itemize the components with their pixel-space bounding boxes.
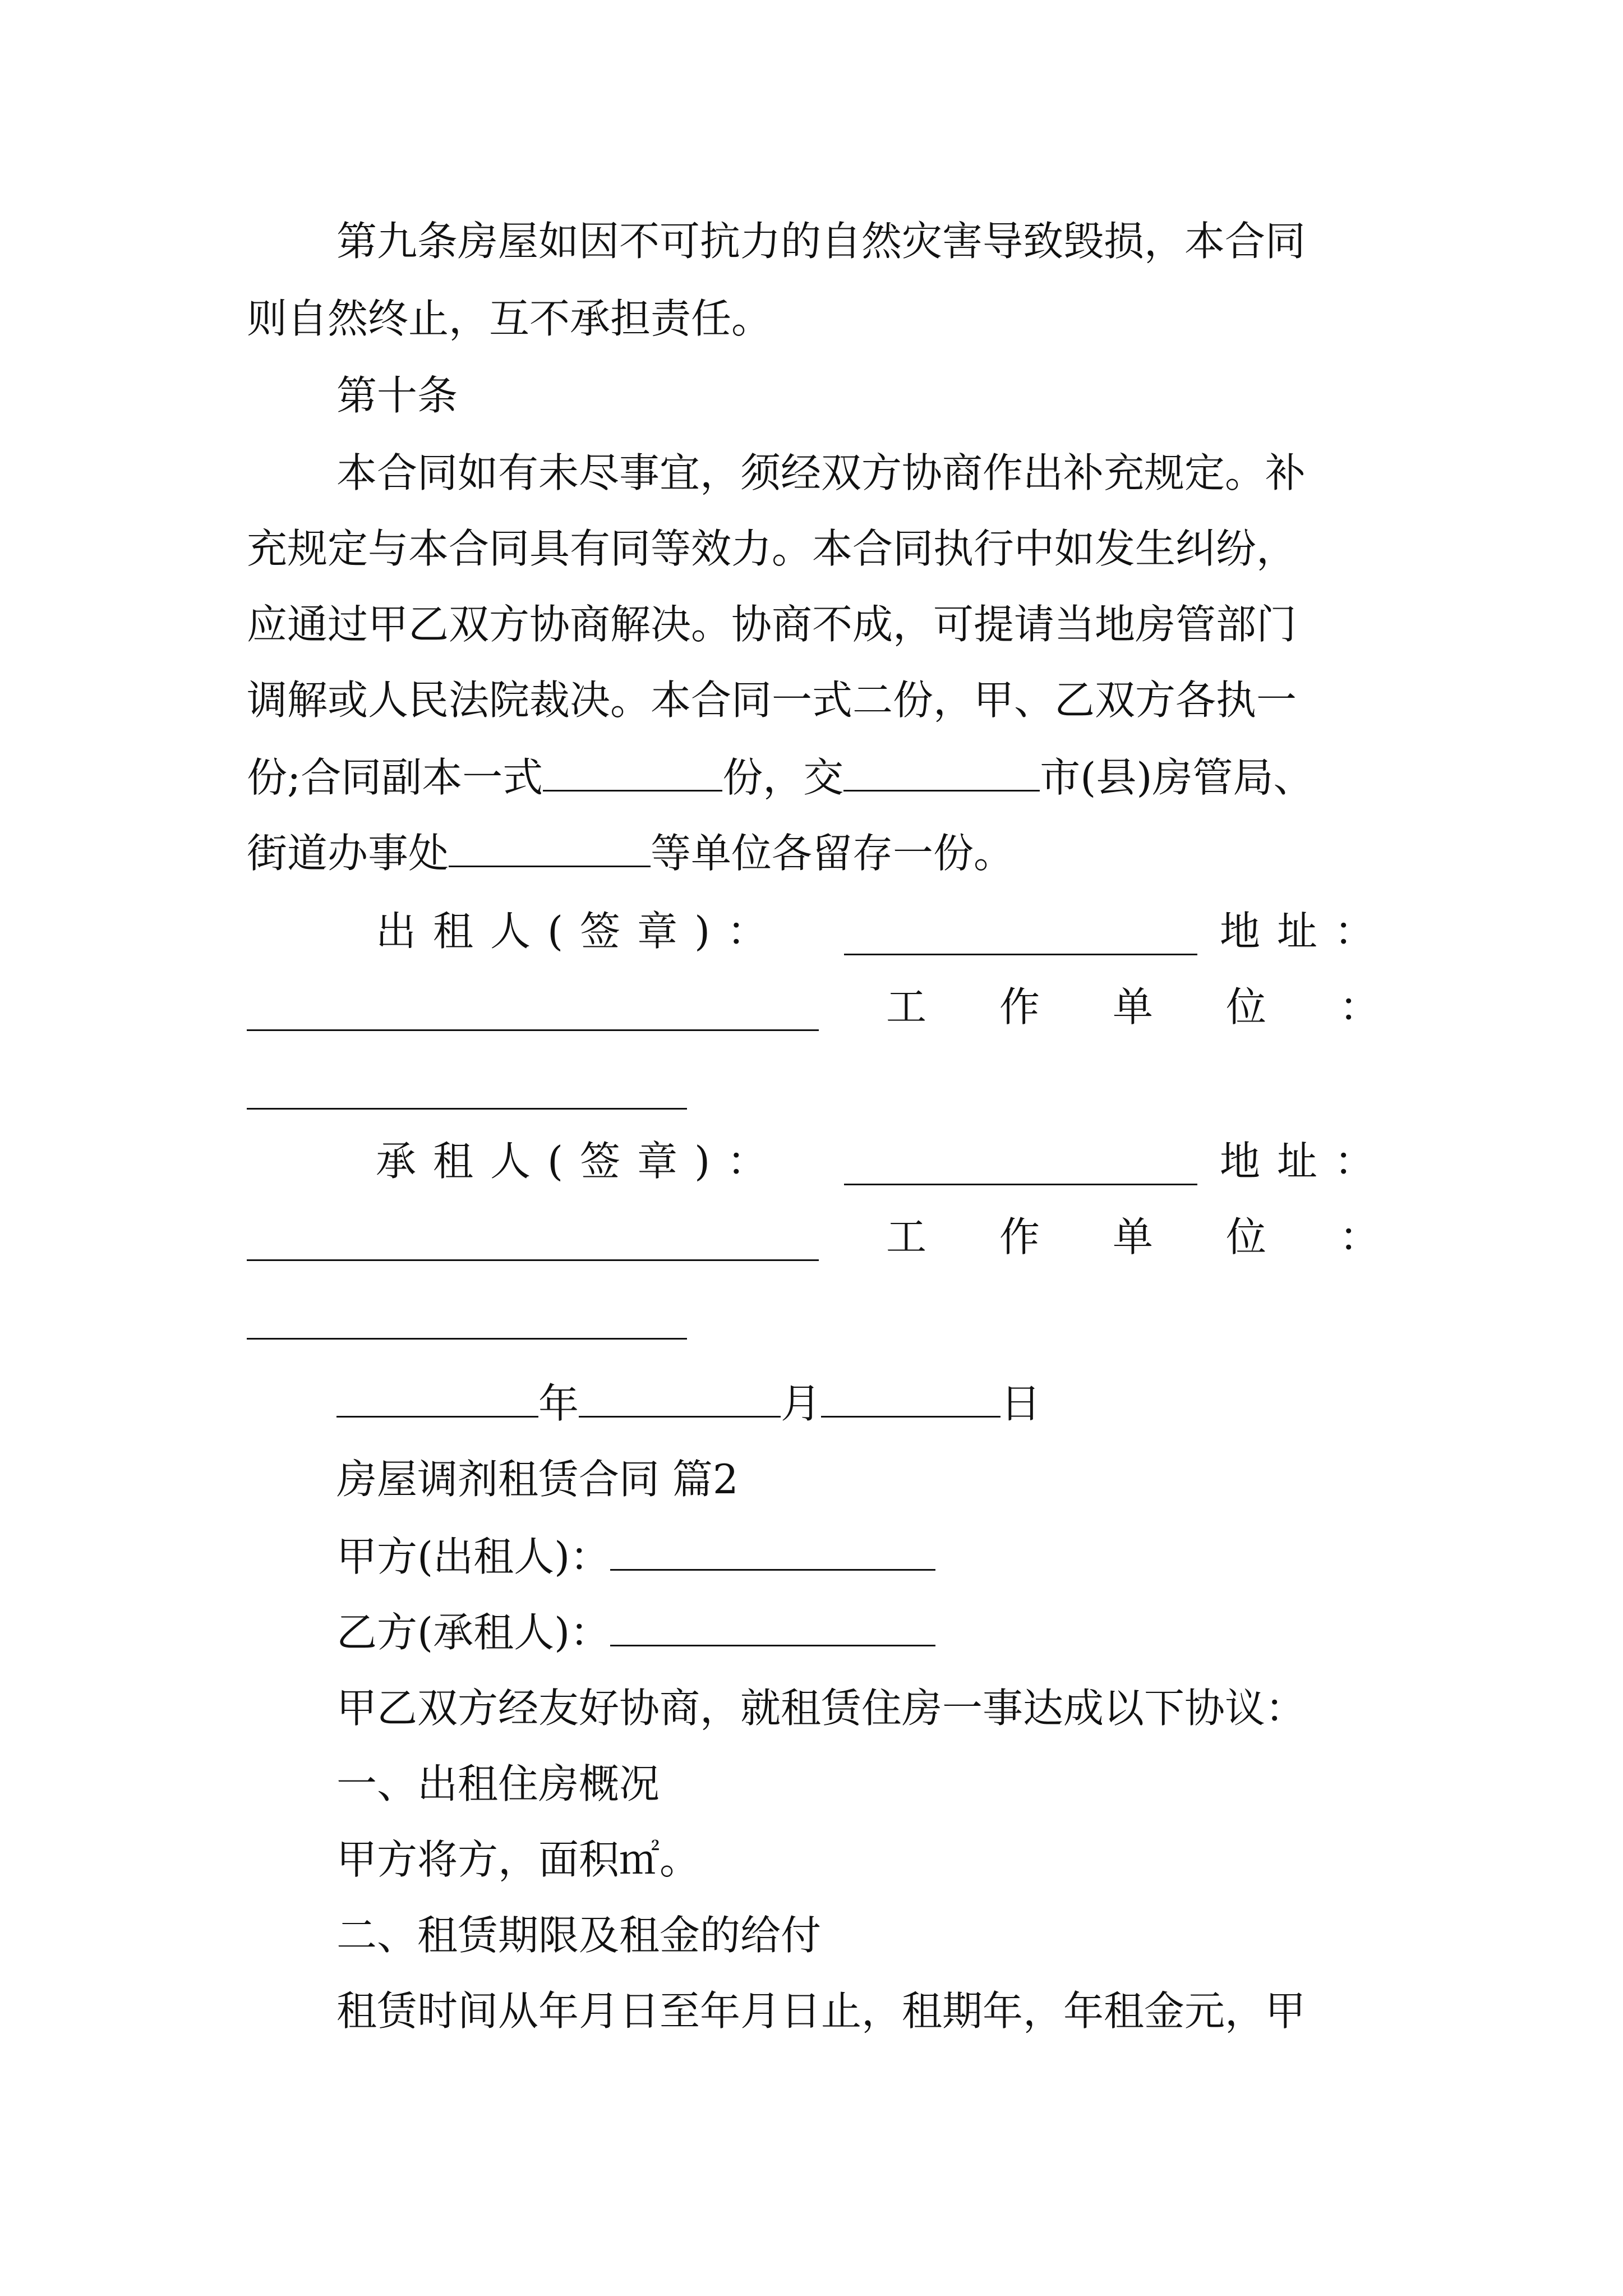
clause-2-body: 租赁时间从年月日至年月日止，租期年，年租金元，甲	[336, 1987, 1306, 2035]
lessee-sign-label: 承租人(签章)：	[376, 1138, 785, 1185]
day-text: 日	[1000, 1380, 1041, 1427]
article-10-title: 第十条	[336, 372, 458, 419]
party-b-line	[247, 1604, 1481, 1660]
lessor-work-unit-label: 工作单位：	[886, 983, 1453, 1030]
party-b-label: 乙方(承租人)：	[336, 1609, 611, 1656]
sign-date-line	[336, 1375, 1481, 1432]
lessor-address-label: 地址：	[1220, 908, 1392, 955]
lessee-address-blank[interactable]	[247, 1259, 819, 1261]
clause-2-title: 二、租赁期限及租金的给付	[336, 1912, 822, 1959]
lessee-sign-blank[interactable]	[844, 1184, 1197, 1185]
party-b-blank[interactable]	[610, 1612, 935, 1646]
clause-1-body: 甲方将方，面积㎡。	[336, 1836, 700, 1883]
lessor-work-unit-blank[interactable]	[247, 1108, 687, 1110]
copies-text: 份;合同副本一式	[247, 754, 543, 801]
lessee-address-label: 地址：	[1220, 1138, 1392, 1185]
year-text: 年	[538, 1380, 579, 1427]
month-text: 月	[781, 1380, 822, 1427]
party-a-line	[247, 1529, 1481, 1585]
retain-copy-text: 等单位各留存一份。	[651, 830, 1015, 877]
copies-count-blank[interactable]	[543, 757, 722, 792]
article-10-line-4: 调解或人民法院裁决。本合同一式二份，甲、乙双方各执一	[247, 677, 1297, 724]
year-blank[interactable]	[336, 1383, 538, 1418]
lessor-sign-blank[interactable]	[844, 954, 1197, 955]
lessor-address-blank[interactable]	[247, 1029, 819, 1031]
street-office-text: 街道办事处	[247, 830, 449, 877]
article-10-line-2: 充规定与本合同具有同等效力。本合同执行中如发生纠纷，	[247, 525, 1297, 572]
housing-bureau-text: 市(县)房管局、	[1040, 754, 1314, 801]
article-10-line-6	[247, 825, 1391, 881]
street-office-blank[interactable]	[449, 833, 651, 867]
article-9-line-1: 第九条房屋如因不可抗力的自然灾害导致毁损，本合同	[336, 218, 1306, 265]
article-10-line-3: 应通过甲乙双方协商解决。协商不成，可提请当地房管部门	[247, 601, 1297, 648]
lessee-work-unit-label: 工作单位：	[886, 1213, 1453, 1260]
party-a-blank[interactable]	[610, 1536, 935, 1571]
article-9-line-2: 则自然终止，互不承担责任。	[247, 295, 772, 342]
lessor-sign-label: 出租人(签章)：	[376, 908, 785, 955]
agreement-intro: 甲乙双方经友好协商，就租赁住房一事达成以下协议：	[336, 1685, 1306, 1732]
party-a-label: 甲方(出租人)：	[336, 1533, 611, 1580]
article-10-line-1: 本合同如有未尽事宜，须经双方协商作出补充规定。补	[336, 449, 1306, 496]
city-blank[interactable]	[843, 757, 1040, 792]
copies-unit-text: 份，交	[722, 754, 844, 801]
section-2-title: 房屋调剂租赁合同 篇2	[336, 1456, 739, 1503]
article-10-line-5	[247, 749, 1391, 806]
lessee-work-unit-blank[interactable]	[247, 1338, 687, 1340]
day-blank[interactable]	[821, 1383, 1000, 1418]
clause-1-title: 一、出租住房概况	[336, 1760, 660, 1807]
month-blank[interactable]	[579, 1383, 781, 1418]
